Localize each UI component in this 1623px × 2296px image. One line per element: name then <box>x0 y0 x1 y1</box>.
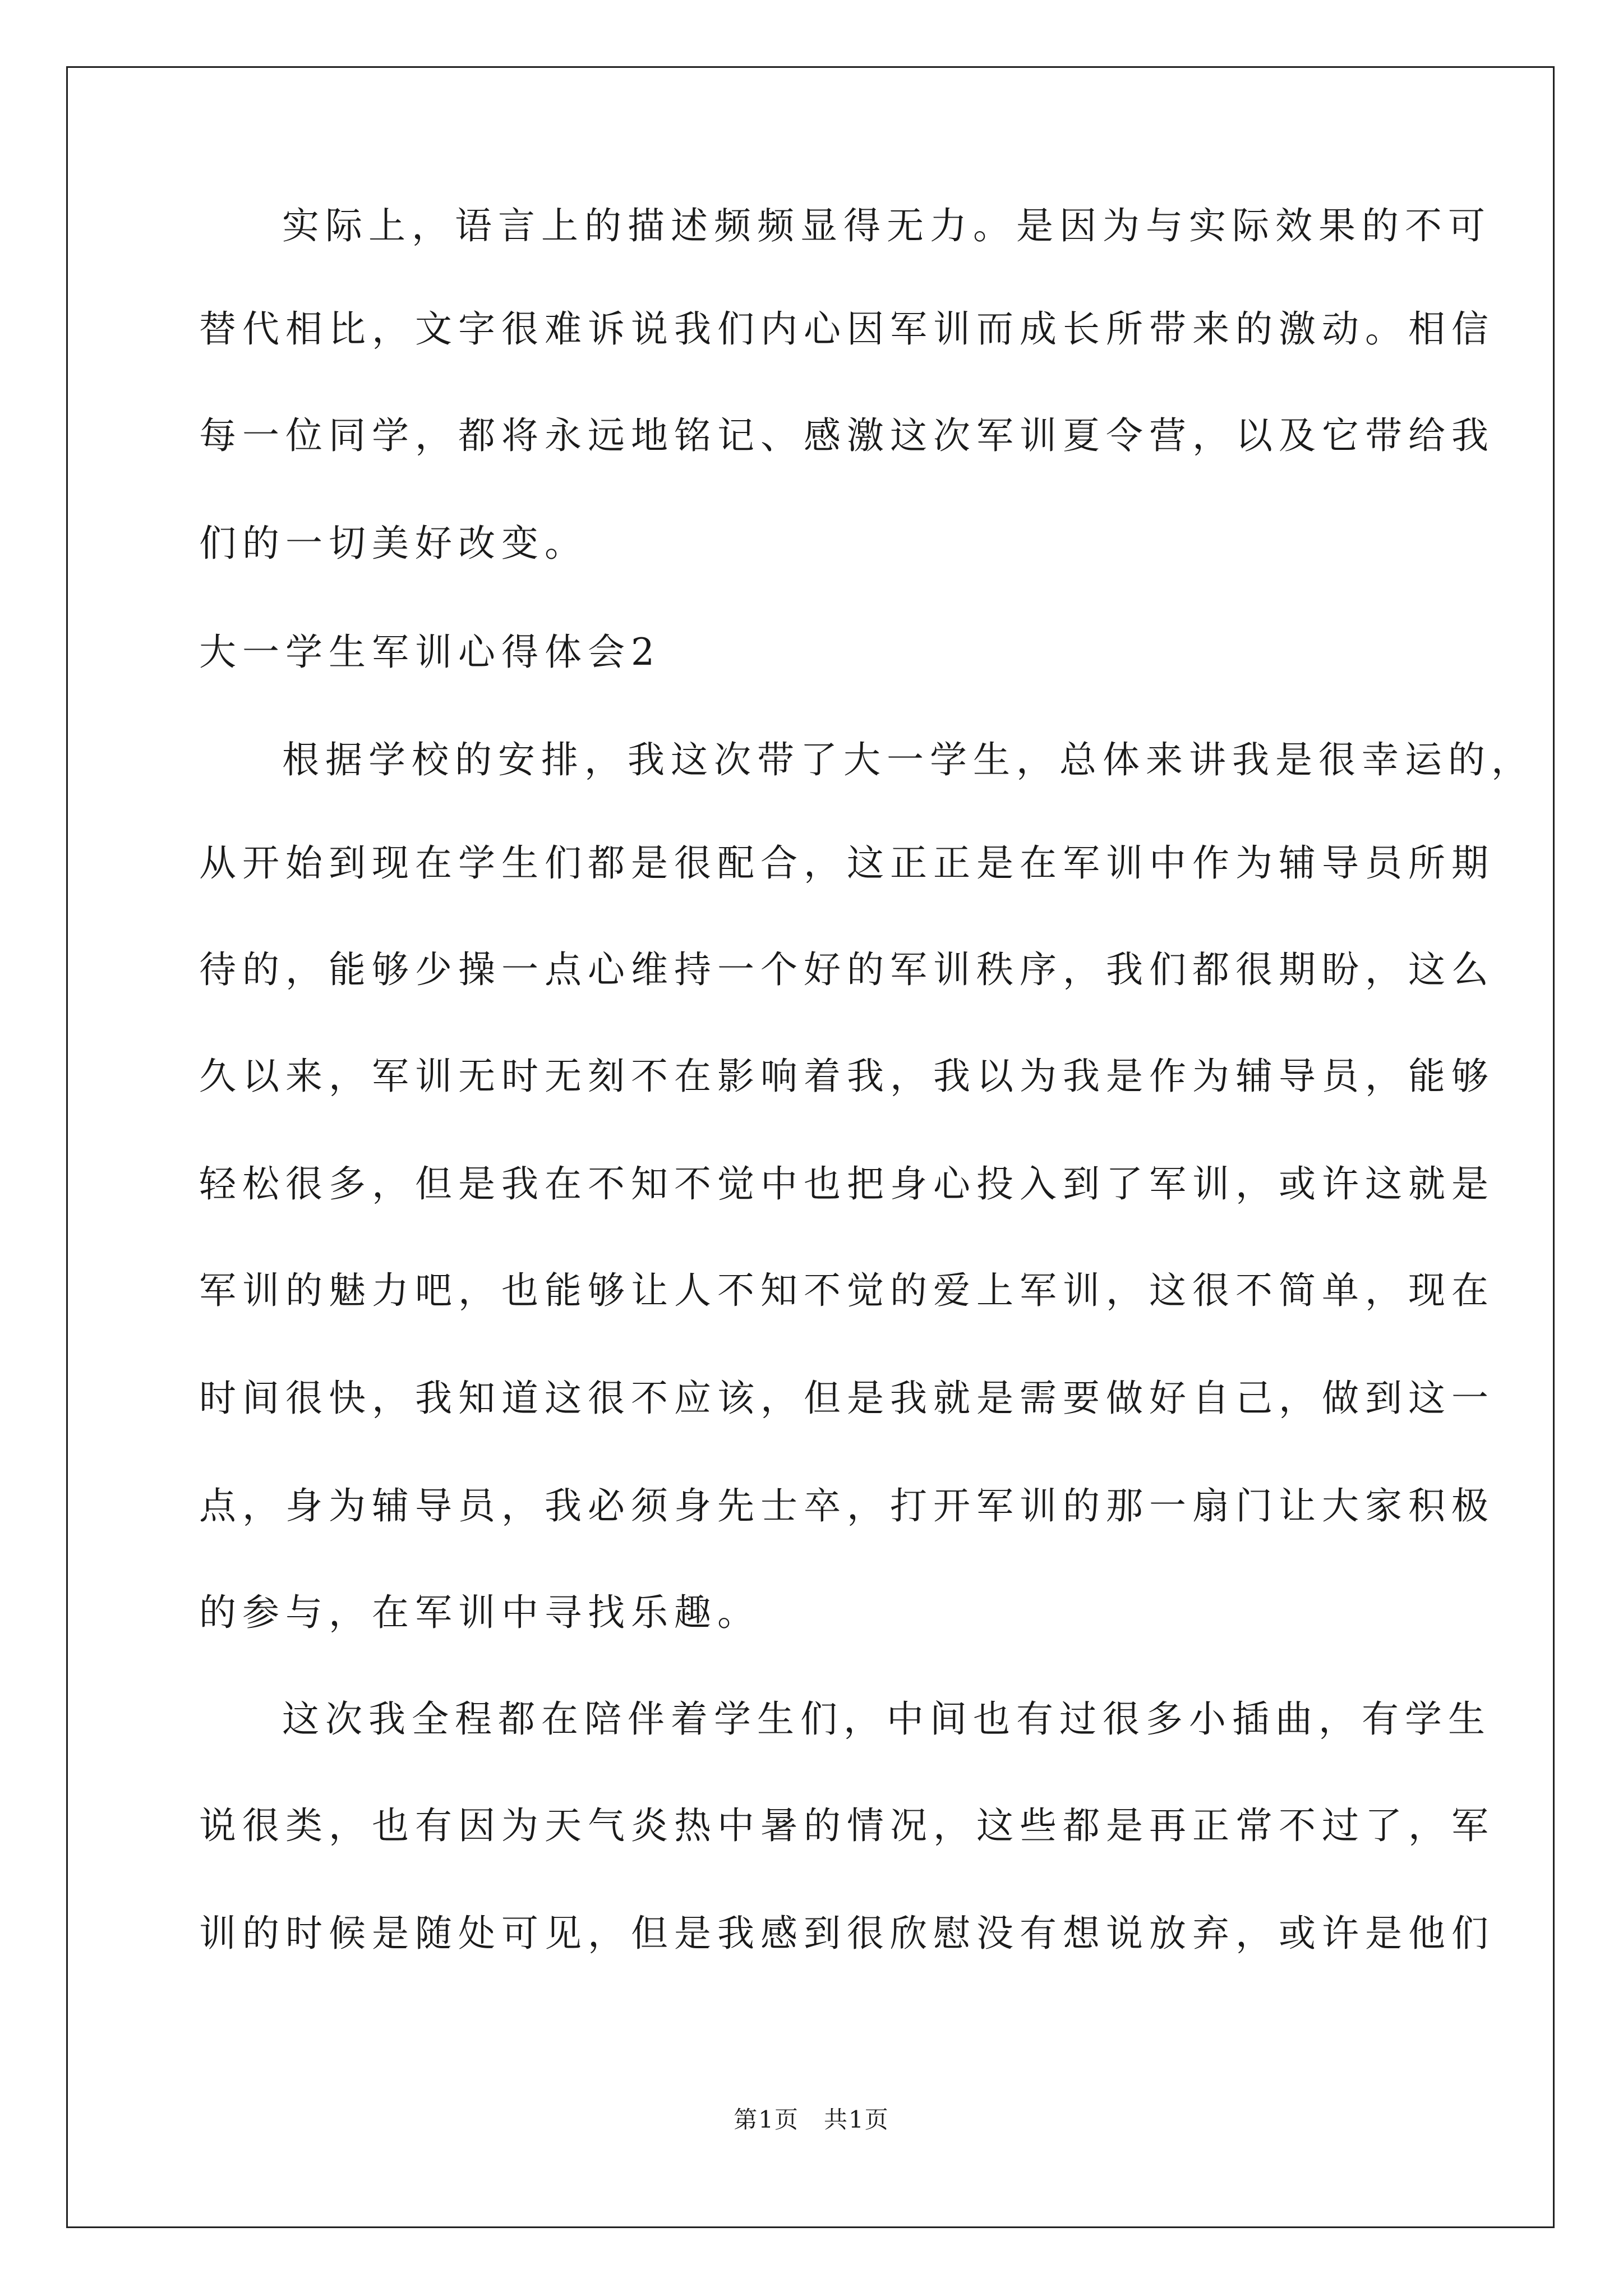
paragraph-line: 的参与，在军训中寻找乐趣。 <box>199 1591 760 1634</box>
document-body <box>199 204 1534 1955</box>
paragraph-line: 们的一切美好改变。 <box>199 522 588 565</box>
paragraph-line: 待的，能够少操一点心维持一个好的军训秩序，我们都很期盼，这么 <box>199 948 1495 991</box>
section-heading: 大一学生军训心得体会2 <box>199 631 661 674</box>
page-footer: 第1页 共1页 <box>734 2106 889 2133</box>
paragraph-line: 说很类，也有因为天气炎热中暑的情况，这些都是再正常不过了，军 <box>199 1804 1495 1847</box>
paragraph-line: 这次我全程都在陪伴着学生们，中间也有过很多小插曲，有学生 <box>282 1697 1491 1741</box>
paragraph-line: 军训的魅力吧，也能够让人不知不觉的爱上军训，这很不简单，现在 <box>199 1269 1495 1312</box>
paragraph-line: 实际上，语言上的描述频频显得无力。是因为与实际效果的不可 <box>282 204 1491 247</box>
paragraph-line: 从开始到现在学生们都是很配合，这正正是在军训中作为辅导员所期 <box>199 841 1495 885</box>
paragraph-line: 训的时候是随处可见，但是我感到很欣慰没有想说放弃，或许是他们 <box>199 1912 1495 1955</box>
paragraph-line: 时间很快，我知道这很不应该，但是我就是需要做好自己，做到这一 <box>199 1377 1495 1420</box>
paragraph-line: 替代相比，文字很难诉说我们内心因军训而成长所带来的激动。相信 <box>199 307 1495 351</box>
paragraph-line: 轻松很多，但是我在不知不觉中也把身心投入到了军训，或许这就是 <box>199 1162 1495 1205</box>
paragraph-line: 每一位同学，都将永远地铭记、感激这次军训夏令营，以及它带给我 <box>199 414 1495 457</box>
paragraph-line: 久以来，军训无时无刻不在影响着我，我以为我是作为辅导员，能够 <box>199 1055 1495 1098</box>
paragraph-line: 根据学校的安排，我这次带了大一学生，总体来讲我是很幸运的， <box>282 738 1534 781</box>
paragraph-line: 点，身为辅导员，我必须身先士卒，打开军训的那一扇门让大家积极 <box>199 1484 1495 1527</box>
